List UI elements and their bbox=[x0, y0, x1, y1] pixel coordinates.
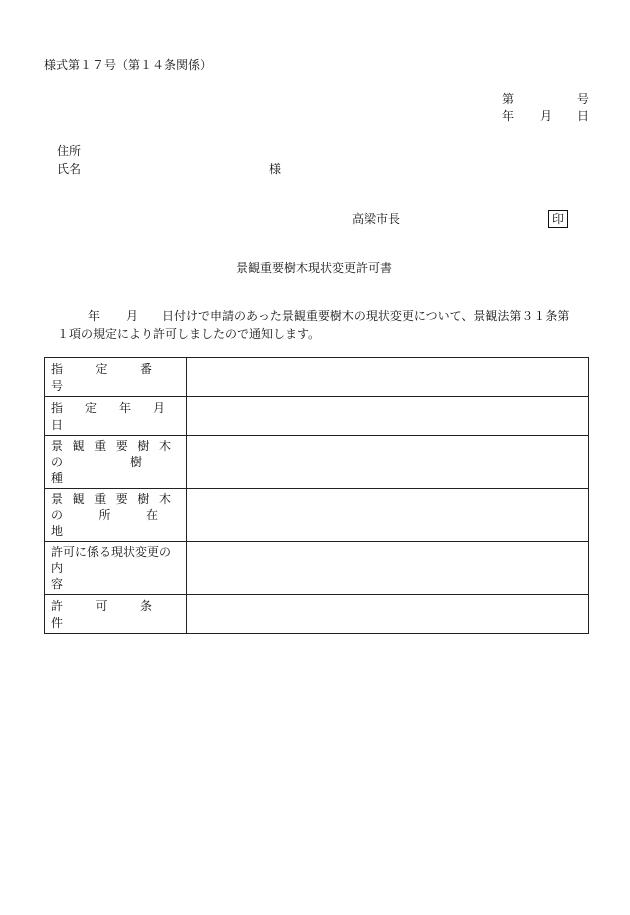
table-label-cell bbox=[45, 542, 187, 595]
form-number: 様式第１７号（第１４条関係） bbox=[44, 58, 213, 72]
row-label-line2: 内容 bbox=[51, 561, 154, 591]
body-text: 日付けで申請のあった景観重要樹木の現状変更について、景観法第３１条第１項の規定により許可しましたので通知します。 bbox=[57, 309, 570, 341]
table-value-cell bbox=[187, 489, 589, 542]
body-year: 年 bbox=[88, 309, 101, 323]
table-label-cell bbox=[45, 358, 187, 397]
table-label-cell bbox=[45, 489, 187, 542]
address-label: 住所 bbox=[57, 144, 82, 158]
row-label-line2: の所在地 bbox=[51, 508, 180, 538]
honorific: 様 bbox=[269, 162, 282, 176]
row-label-line1: 許可に係る現状変更の bbox=[51, 545, 172, 559]
table-row bbox=[45, 489, 589, 542]
table-label-cell bbox=[45, 436, 187, 489]
notice-paragraph bbox=[57, 307, 577, 343]
row-label-line1: 景観重要樹木 bbox=[51, 492, 180, 506]
permit-table bbox=[44, 357, 589, 634]
row-label-line2: の樹種 bbox=[51, 455, 180, 485]
body-month: 月 bbox=[126, 309, 139, 323]
table-value-cell bbox=[187, 595, 589, 634]
row-label bbox=[45, 489, 186, 541]
row-label-line1: 景観重要樹木 bbox=[51, 439, 180, 453]
row-label-text: 指定年月日 bbox=[51, 401, 180, 432]
name-label: 氏名 bbox=[57, 162, 82, 176]
document-title: 景観重要樹木現状変更許可書 bbox=[236, 261, 393, 275]
date-year-label: 年 bbox=[502, 109, 515, 123]
table-label-cell bbox=[45, 595, 187, 634]
table-value-cell bbox=[187, 542, 589, 595]
seal-stamp: 印 bbox=[548, 210, 568, 228]
date-day-label: 日 bbox=[577, 109, 590, 123]
row-label-text: 許可条件 bbox=[51, 599, 180, 630]
table-value-cell bbox=[187, 358, 589, 397]
row-label bbox=[45, 360, 186, 394]
document-number-suffix: 号 bbox=[577, 92, 590, 106]
document-number-prefix: 第 bbox=[502, 92, 515, 106]
table-row bbox=[45, 436, 589, 489]
row-label bbox=[45, 542, 186, 594]
table-row bbox=[45, 358, 589, 397]
issuer-title: 高梁市長 bbox=[352, 212, 401, 226]
row-label bbox=[45, 399, 186, 433]
table-value-cell bbox=[187, 436, 589, 489]
table-value-cell bbox=[187, 397, 589, 436]
table-row bbox=[45, 595, 589, 634]
table-label-cell bbox=[45, 397, 187, 436]
table-row bbox=[45, 397, 589, 436]
row-label bbox=[45, 436, 186, 488]
date-month-label: 月 bbox=[540, 109, 553, 123]
table-row bbox=[45, 542, 589, 595]
row-label bbox=[45, 597, 186, 631]
row-label-text: 指定番号 bbox=[51, 362, 180, 393]
